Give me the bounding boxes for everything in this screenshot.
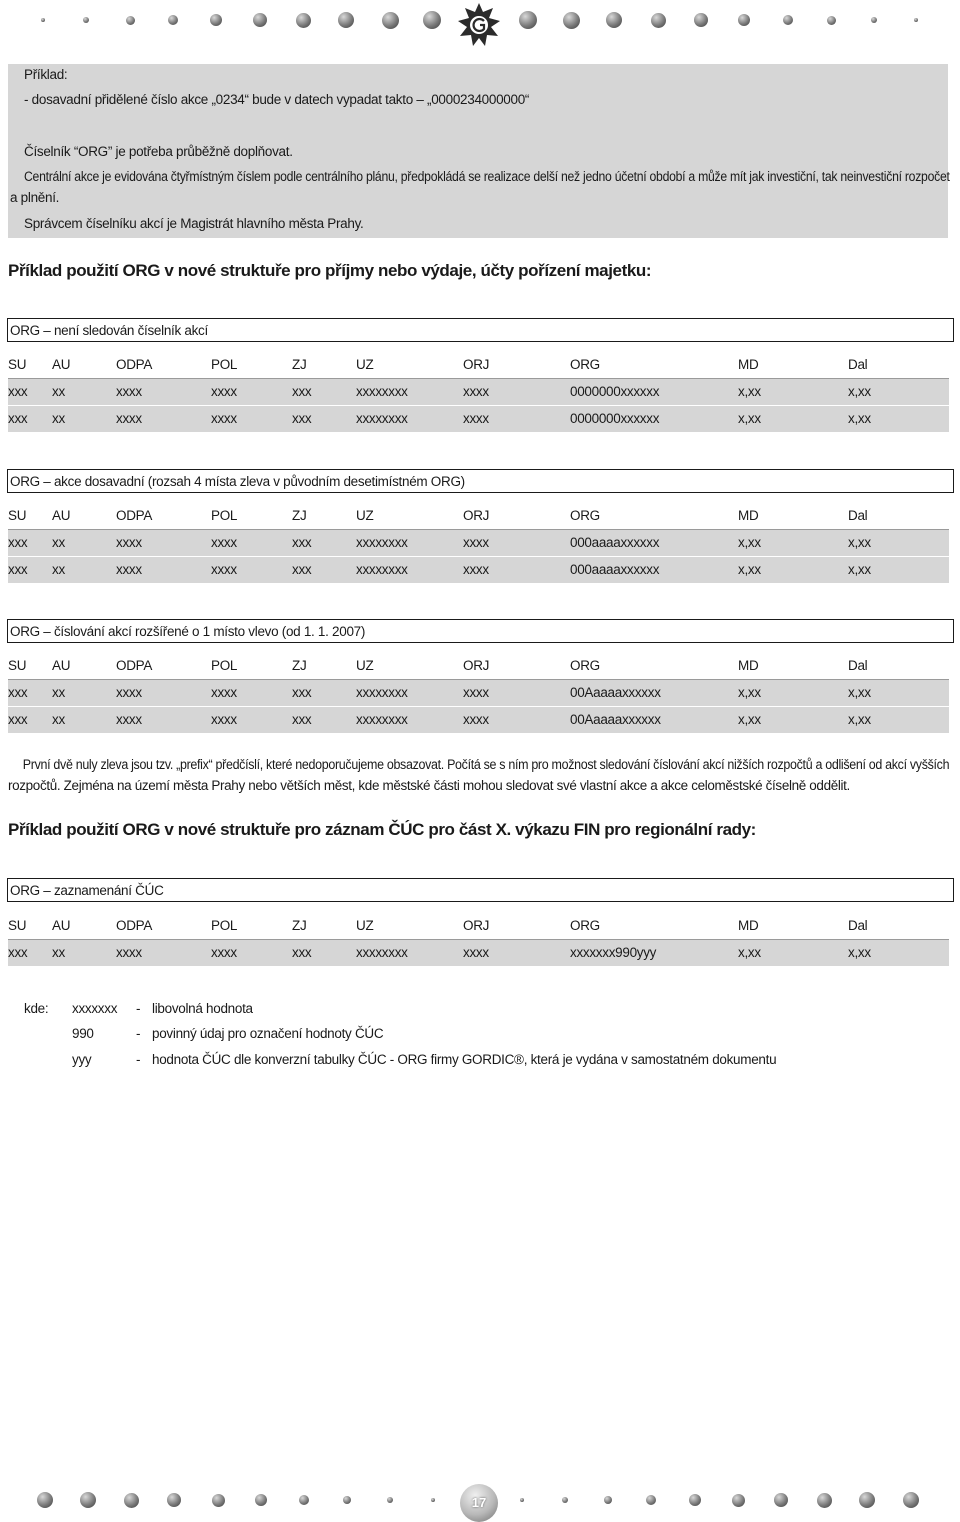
legend-label: kde:: [24, 1001, 49, 1016]
table-cell: x,xx: [848, 535, 871, 550]
column-header: MD: [738, 658, 759, 673]
dot-ornament: [689, 1494, 701, 1506]
table-cell: xxxxxxx990yyy: [570, 945, 657, 960]
table-cell: 0000000xxxxxx: [570, 384, 660, 399]
table-cell: xxx: [292, 384, 312, 399]
table-cell: xxxx: [463, 685, 489, 700]
dot-ornament: [738, 14, 750, 26]
table-cell: xxxx: [463, 384, 489, 399]
account-table: [8, 352, 949, 433]
example-line: Centrální akce je evidována čtyřmístným číslem podle centrálního plánu, předpokládá se realizace delší než jedno účetní období a může mít jak investiční, tak neinvestiční rozpočet: [24, 169, 950, 184]
legend-dash: -: [136, 1001, 141, 1016]
table-cell: 000aaaaxxxxxx: [570, 562, 660, 577]
table-cell: xxx: [8, 535, 28, 550]
dot-ornament: [651, 13, 666, 28]
column-header: ORG: [570, 357, 600, 372]
table-cell: x,xx: [848, 384, 871, 399]
column-header: Dal: [848, 357, 868, 372]
page-number: 17: [460, 1484, 498, 1522]
dot-ornament: [604, 1496, 612, 1504]
table-cell: xxx: [292, 535, 312, 550]
table-cell: xxxx: [463, 411, 489, 426]
dot-ornament: [343, 1496, 351, 1504]
column-header: ORG: [570, 508, 600, 523]
column-header: Dal: [848, 508, 868, 523]
table-header: [8, 503, 949, 530]
dot-ornament: [299, 1495, 309, 1505]
dot-ornament: [124, 1493, 139, 1508]
table-cell: xxxx: [463, 945, 489, 960]
column-header: POL: [211, 918, 238, 933]
dot-ornament: [783, 15, 793, 25]
legend-term: xxxxxxx: [72, 1001, 118, 1016]
legend-desc: povinný údaj pro označení hodnoty ČÚC: [152, 1026, 384, 1041]
table-cell: xxxx: [116, 535, 142, 550]
dot-ornament: [859, 1492, 875, 1508]
dot-ornament: [694, 13, 708, 27]
table-cell: xxx: [8, 685, 28, 700]
table-cell: x,xx: [848, 712, 871, 727]
column-header: ODPA: [116, 658, 153, 673]
table-cell: xxxx: [211, 685, 237, 700]
table-cell: x,xx: [848, 411, 871, 426]
table-cell: xxxx: [116, 411, 142, 426]
table-cell: x,xx: [738, 685, 761, 700]
table-cell: 000aaaaxxxxxx: [570, 535, 660, 550]
table-cell: xxx: [292, 685, 312, 700]
column-header: UZ: [356, 508, 374, 523]
table-cell: xx: [52, 712, 65, 727]
table-cell: xx: [52, 535, 65, 550]
column-header: UZ: [356, 658, 374, 673]
column-header: MD: [738, 918, 759, 933]
column-header: ODPA: [116, 508, 153, 523]
dot-ornament: [168, 15, 178, 25]
table-cell: xxxxxxxx: [356, 562, 408, 577]
column-header: ORG: [570, 658, 600, 673]
table-cell: xxxx: [211, 384, 237, 399]
example-line: a plnění.: [10, 190, 60, 205]
table-cell: 0000000xxxxxx: [570, 411, 660, 426]
table-cell: 00Aaaaaxxxxxx: [570, 685, 661, 700]
table-cell: xxxx: [116, 562, 142, 577]
dot-ornament: [903, 1492, 919, 1508]
column-header: Dal: [848, 658, 868, 673]
table-cell: x,xx: [848, 945, 871, 960]
table-cell: xxxx: [116, 945, 142, 960]
section-heading: Příklad použití ORG v nové struktuře pro záznam ČÚC pro část X. výkazu FIN pro regionální rady:: [8, 820, 756, 839]
legend-term: yyy: [72, 1052, 92, 1067]
table-cell: xxx: [292, 945, 312, 960]
dot-ornament: [338, 12, 354, 28]
table-cell: x,xx: [848, 685, 871, 700]
column-header: ZJ: [292, 658, 307, 673]
table-cell: xxxx: [211, 535, 237, 550]
note-line: První dvě nuly zleva jsou tzv. „prefix“ předčíslí, které nedoporučujeme obsazovat. Počítá se s ním pro možnost sledování číslování akcí nižších rozpočtů a odlišení od akcí vyšších: [22, 757, 950, 772]
dot-ornament: [871, 17, 877, 23]
legend-dash: -: [136, 1052, 141, 1067]
table-cell: xxxx: [211, 712, 237, 727]
dot-ornament: [167, 1493, 181, 1507]
table-cell: xxx: [8, 562, 28, 577]
dot-ornament: [646, 1495, 656, 1505]
table-header: [8, 352, 949, 379]
note-line: rozpočtů. Zejména na území města Prahy nebo větších měst, kde městské části mohou sledovat své vlastní akce a akce celoměstské číselně oddělit.: [8, 778, 850, 793]
table-cell: xxx: [8, 712, 28, 727]
table-row: [8, 940, 949, 967]
section-label: ORG – zaznamenání ČÚC: [7, 878, 954, 902]
table-cell: xxxx: [463, 562, 489, 577]
dot-ornament: [210, 14, 222, 26]
table-row: [8, 530, 949, 557]
table-cell: xxx: [292, 712, 312, 727]
column-header: SU: [8, 357, 27, 372]
dot-ornament: [126, 16, 135, 25]
dot-ornament: [387, 1497, 393, 1503]
dot-ornament: [423, 11, 441, 29]
column-header: POL: [211, 357, 238, 372]
dot-ornament: [253, 13, 267, 27]
table-cell: xxx: [8, 384, 28, 399]
column-header: AU: [52, 658, 71, 673]
table-cell: x,xx: [738, 535, 761, 550]
table-header: [8, 653, 949, 680]
table-cell: xxxx: [463, 535, 489, 550]
dot-ornament: [37, 1492, 53, 1508]
section-label: ORG – číslování akcí rozšířené o 1 místo vlevo (od 1. 1. 2007): [7, 619, 954, 643]
dot-ornament: [827, 16, 836, 25]
gordic-logo: [456, 2, 502, 48]
table-row: [8, 557, 949, 584]
table-cell: xx: [52, 384, 65, 399]
dot-ornament: [41, 18, 45, 22]
table-cell: x,xx: [738, 562, 761, 577]
table-row: [8, 680, 949, 707]
table-cell: xx: [52, 945, 65, 960]
column-header: UZ: [356, 357, 374, 372]
column-header: MD: [738, 357, 759, 372]
dot-ornament: [914, 18, 918, 22]
table-cell: xxx: [292, 562, 312, 577]
table-cell: xxxxxxxx: [356, 685, 408, 700]
table-row: [8, 707, 949, 734]
table-header: [8, 913, 949, 940]
table-cell: 00Aaaaaxxxxxx: [570, 712, 661, 727]
table-cell: xxxxxxxx: [356, 411, 408, 426]
section-label: ORG – akce dosavadní (rozsah 4 místa zleva v původním desetimístném ORG): [7, 469, 954, 493]
column-header: AU: [52, 508, 71, 523]
dot-ornament: [519, 11, 537, 29]
account-table: [8, 503, 949, 584]
table-cell: xxxxxxxx: [356, 384, 408, 399]
dot-ornament: [296, 13, 311, 28]
dot-ornament: [255, 1494, 267, 1506]
section-label: ORG – není sledován číselník akcí: [7, 318, 954, 342]
column-header: UZ: [356, 918, 374, 933]
table-cell: x,xx: [738, 712, 761, 727]
table-cell: x,xx: [738, 945, 761, 960]
dot-ornament: [606, 12, 622, 28]
table-cell: x,xx: [738, 411, 761, 426]
column-header: ZJ: [292, 508, 307, 523]
column-header: Dal: [848, 918, 868, 933]
column-header: SU: [8, 658, 27, 673]
column-header: MD: [738, 508, 759, 523]
account-table: [8, 913, 949, 967]
dot-ornament: [520, 1498, 524, 1502]
prefix-note: [8, 754, 952, 796]
dot-ornament: [774, 1493, 788, 1507]
column-header: ZJ: [292, 357, 307, 372]
table-cell: xxx: [8, 945, 28, 960]
legend-desc: libovolná hodnota: [152, 1001, 253, 1016]
column-header: ODPA: [116, 357, 153, 372]
table-cell: x,xx: [848, 562, 871, 577]
table-cell: xxxx: [211, 411, 237, 426]
dot-ornament: [732, 1494, 745, 1507]
table-cell: xx: [52, 562, 65, 577]
table-cell: xxx: [292, 411, 312, 426]
column-header: ZJ: [292, 918, 307, 933]
example-line: Správcem číselníku akcí je Magistrát hlavního města Prahy.: [24, 216, 364, 231]
example-line: - dosavadní přidělené číslo akce „0234“ bude v datech vypadat takto – „0000234000000“: [24, 92, 530, 107]
table-cell: xxxx: [211, 945, 237, 960]
column-header: POL: [211, 658, 238, 673]
table-row: [8, 406, 949, 433]
column-header: SU: [8, 508, 27, 523]
table-cell: xxxxxxxx: [356, 535, 408, 550]
table-cell: x,xx: [738, 384, 761, 399]
dot-ornament: [563, 12, 580, 29]
table-cell: xxxx: [116, 712, 142, 727]
table-cell: xxxx: [211, 562, 237, 577]
dot-ornament: [431, 1498, 435, 1502]
column-header: POL: [211, 508, 238, 523]
column-header: ORJ: [463, 508, 490, 523]
legend-term: 990: [72, 1026, 94, 1041]
column-header: ORG: [570, 918, 600, 933]
column-header: SU: [8, 918, 27, 933]
legend-dash: -: [136, 1026, 141, 1041]
table-cell: xxxxxxxx: [356, 712, 408, 727]
column-header: AU: [52, 918, 71, 933]
table-cell: xxxx: [463, 712, 489, 727]
column-header: ORJ: [463, 918, 490, 933]
table-row: [8, 379, 949, 406]
dot-ornament: [212, 1494, 225, 1507]
column-header: ORJ: [463, 658, 490, 673]
dot-ornament: [562, 1497, 568, 1503]
table-cell: xx: [52, 411, 65, 426]
example-label: Příklad:: [24, 67, 68, 82]
section-heading: Příklad použití ORG v nové struktuře pro příjmy nebo výdaje, účty pořízení majetku:: [8, 261, 652, 280]
example-line: Číselník “ORG” je potřeba průběžně doplňovat.: [24, 144, 293, 159]
table-cell: xx: [52, 685, 65, 700]
table-cell: xxx: [8, 411, 28, 426]
column-header: ODPA: [116, 918, 153, 933]
legend-desc: hodnota ČÚC dle konverzní tabulky ČÚC - ORG firmy GORDIC®, která je vydána v samostatném dokumentu: [152, 1052, 777, 1067]
dot-ornament: [382, 12, 399, 29]
table-cell: xxxxxxxx: [356, 945, 408, 960]
table-cell: xxxx: [116, 384, 142, 399]
column-header: AU: [52, 357, 71, 372]
column-header: ORJ: [463, 357, 490, 372]
account-table: [8, 653, 949, 734]
dot-ornament: [817, 1493, 832, 1508]
dot-ornament: [80, 1492, 96, 1508]
table-cell: xxxx: [116, 685, 142, 700]
dot-ornament: [83, 17, 89, 23]
